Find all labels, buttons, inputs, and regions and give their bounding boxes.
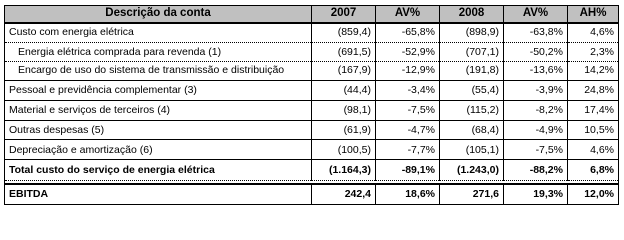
- table-row: [5, 120, 619, 140]
- header-2007: 2007: [312, 6, 376, 23]
- total-av-2007: -89,1%: [376, 160, 440, 181]
- ebitda-av-2007: 18,6%: [376, 184, 440, 204]
- row-label: Custo com energia elétrica: [5, 23, 312, 43]
- table-row: [5, 80, 619, 100]
- header-2008: 2008: [440, 6, 504, 23]
- av-2008: -3,9%: [504, 80, 568, 100]
- value-2007: (691,5): [312, 42, 376, 61]
- value-2008: (115,2): [440, 100, 504, 120]
- value-2007: (98,1): [312, 100, 376, 120]
- row-label: Outras despesas (5): [5, 120, 312, 140]
- value-2007: (61,9): [312, 120, 376, 140]
- ah-value: 17,4%: [568, 100, 619, 120]
- total-2007: (1.164,3): [312, 160, 376, 181]
- av-2007: -52,9%: [376, 42, 440, 61]
- table-row: [5, 100, 619, 120]
- av-2007: -7,7%: [376, 140, 440, 160]
- av-2008: -63,8%: [504, 23, 568, 43]
- header-row: [5, 6, 619, 23]
- av-2008: -4,9%: [504, 120, 568, 140]
- value-2008: (55,4): [440, 80, 504, 100]
- row-label: Energia elétrica comprada para revenda (1): [5, 42, 312, 61]
- value-2008: (68,4): [440, 120, 504, 140]
- total-ah: 6,8%: [568, 160, 619, 181]
- value-2008: (191,8): [440, 61, 504, 80]
- ah-value: 2,3%: [568, 42, 619, 61]
- total-av-2008: -88,2%: [504, 160, 568, 181]
- value-2007: (44,4): [312, 80, 376, 100]
- table-row: [5, 61, 619, 80]
- value-2008: (707,1): [440, 42, 504, 61]
- ebitda-label: EBITDA: [5, 184, 312, 204]
- value-2008: (105,1): [440, 140, 504, 160]
- row-label: Material e serviços de terceiros (4): [5, 100, 312, 120]
- header-av-2008: AV%: [504, 6, 568, 23]
- row-label: Depreciação e amortização (6): [5, 140, 312, 160]
- value-2007: (100,5): [312, 140, 376, 160]
- av-2007: -3,4%: [376, 80, 440, 100]
- av-2007: -65,8%: [376, 23, 440, 43]
- ah-value: 24,8%: [568, 80, 619, 100]
- av-2008: -8,2%: [504, 100, 568, 120]
- ebitda-row: [5, 184, 619, 204]
- value-2008: (898,9): [440, 23, 504, 43]
- av-2008: -7,5%: [504, 140, 568, 160]
- row-label: Pessoal e previdência complementar (3): [5, 80, 312, 100]
- av-2008: -50,2%: [504, 42, 568, 61]
- total-row: [5, 160, 619, 181]
- row-label: Encargo de uso do sistema de transmissão e distribuição: [5, 61, 312, 80]
- value-2007: (167,9): [312, 61, 376, 80]
- av-2007: -12,9%: [376, 61, 440, 80]
- ah-value: 4,6%: [568, 140, 619, 160]
- value-2007: (859,4): [312, 23, 376, 43]
- ebitda-2007: 242,4: [312, 184, 376, 204]
- table-row: [5, 23, 619, 43]
- ebitda-av-2008: 19,3%: [504, 184, 568, 204]
- table-row: [5, 42, 619, 61]
- ebitda-ah: 12,0%: [568, 184, 619, 204]
- av-2007: -7,5%: [376, 100, 440, 120]
- ebitda-2008: 271,6: [440, 184, 504, 204]
- total-2008: (1.243,0): [440, 160, 504, 181]
- total-label: Total custo do serviço de energia elétrica: [5, 160, 312, 181]
- av-2008: -13,6%: [504, 61, 568, 80]
- av-2007: -4,7%: [376, 120, 440, 140]
- cost-table: [4, 5, 619, 205]
- header-description: Descrição da conta: [5, 6, 312, 23]
- ah-value: 14,2%: [568, 61, 619, 80]
- header-av-2007: AV%: [376, 6, 440, 23]
- ah-value: 10,5%: [568, 120, 619, 140]
- table-row: [5, 140, 619, 160]
- ah-value: 4,6%: [568, 23, 619, 43]
- header-ah: AH%: [568, 6, 619, 23]
